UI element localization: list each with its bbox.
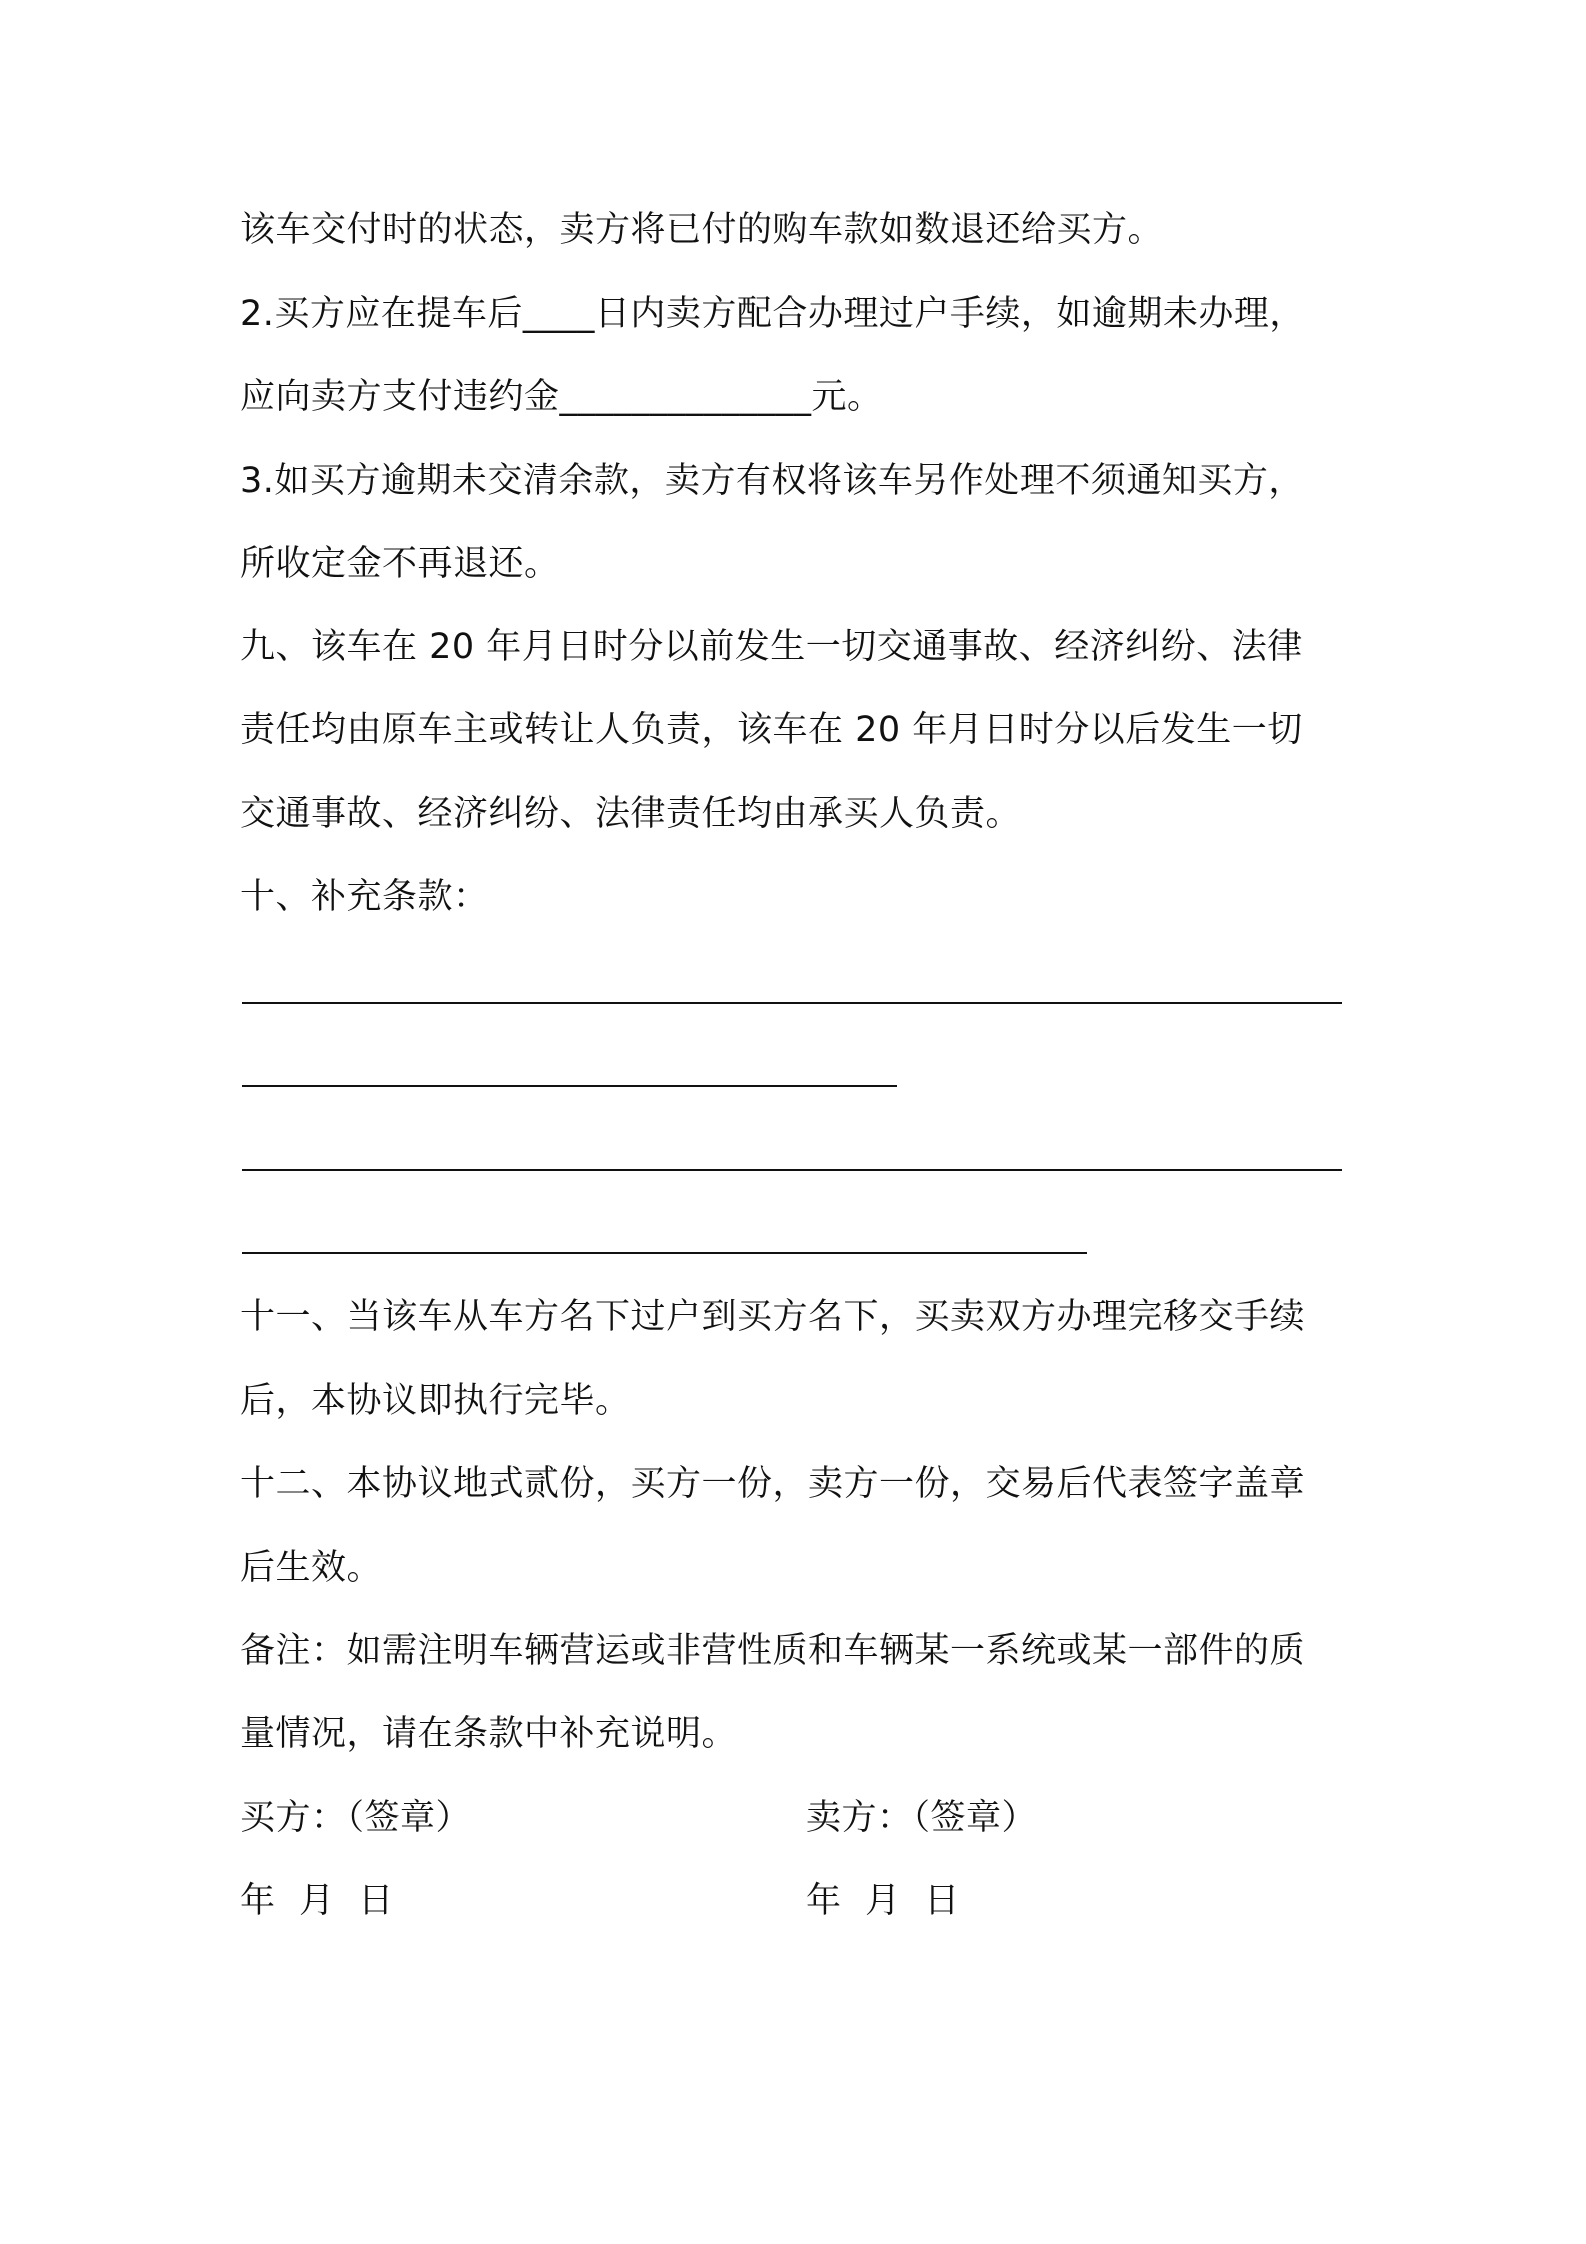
- paragraph-line-7: 责任均由原车主或转让人负责，该车在 20 年月日时分以后发生一切: [240, 710, 1303, 750]
- paragraph-line-5: 所收定金不再退还。: [240, 544, 560, 584]
- buyer-signature-label: 买方：（签章）: [240, 1798, 472, 1838]
- buyer-date: 年 月 日: [240, 1881, 394, 1921]
- paragraph-line-12: 后生效。: [240, 1548, 383, 1588]
- paragraph-line-9: 十一、当该车从车方名下过户到买方名下，买卖双方办理完移交手续: [240, 1297, 1306, 1337]
- paragraph-line-1: 该车交付时的状态，卖方将已付的购车款如数退还给买方。: [240, 210, 1164, 250]
- paragraph-line-2: 2.买方应在提车后____日内卖方配合办理过户手续，如逾期未办理，: [240, 294, 1305, 334]
- note-line-2: 量情况，请在条款中补充说明。: [240, 1714, 738, 1754]
- paragraph-line-10: 后，本协议即执行完毕。: [240, 1381, 631, 1421]
- seller-signature-label: 卖方：（签章）: [806, 1798, 1038, 1838]
- paragraph-line-11: 十二、本协议地式贰份，买方一份，卖方一份，交易后代表签字盖章: [240, 1464, 1306, 1504]
- paragraph-line-8: 交通事故、经济纠纷、法律责任均由承买人负责。: [240, 794, 1022, 834]
- paragraph-line-4: 3.如买方逾期未交清余款，卖方有权将该车另作处理不须通知买方，: [240, 461, 1304, 501]
- seller-date: 年 月 日: [806, 1881, 960, 1921]
- supplementary-blank-line-2: [242, 1085, 897, 1087]
- note-line-1: 备注：如需注明车辆营运或非营性质和车辆某一系统或某一部件的质: [240, 1631, 1306, 1671]
- paragraph-line-3: 应向卖方支付违约金______________元。: [240, 377, 883, 417]
- supplementary-blank-line-4: [242, 1252, 1087, 1254]
- paragraph-line-6: 九、该车在 20 年月日时分以前发生一切交通事故、经济纠纷、法律: [240, 627, 1303, 667]
- supplementary-terms-heading: 十、补充条款：: [240, 877, 489, 917]
- supplementary-blank-line-3: [242, 1169, 1342, 1171]
- supplementary-blank-line-1: [242, 1002, 1342, 1004]
